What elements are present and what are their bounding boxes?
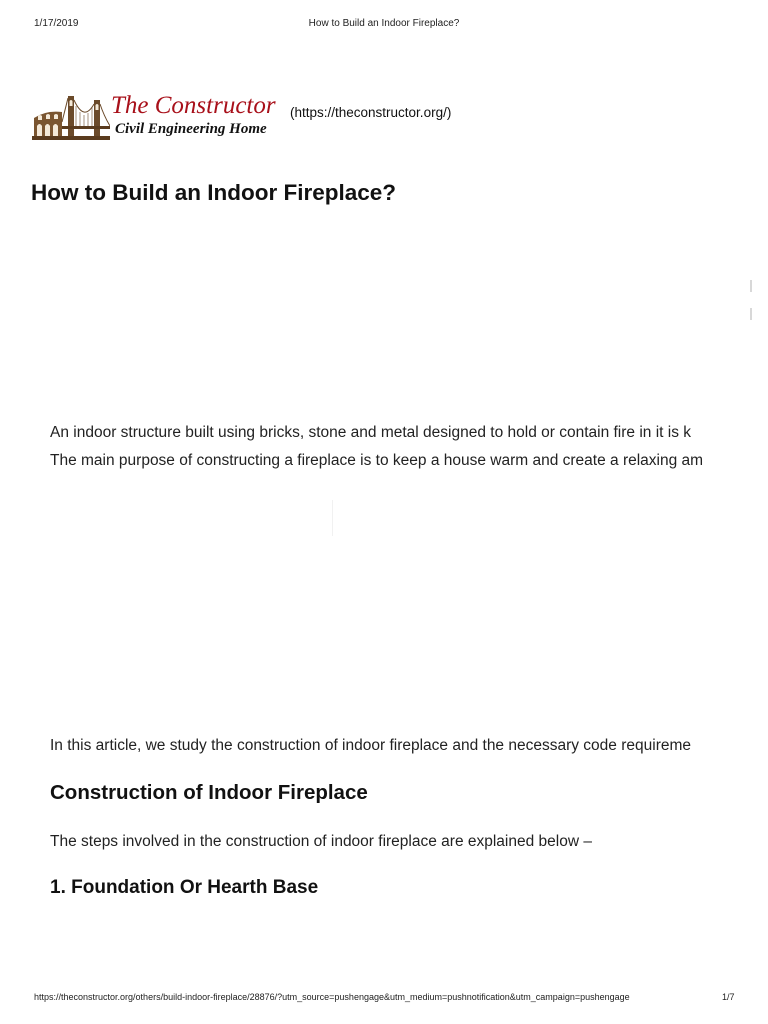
section-intro-paragraph: The steps involved in the construction of indoor fireplace are explained below –: [50, 833, 592, 850]
site-url-link[interactable]: (https://theconstructor.org/): [290, 105, 452, 120]
print-date: 1/17/2019: [34, 18, 79, 29]
edge-mark: [750, 280, 752, 292]
right-edge-marks: [750, 280, 752, 320]
intro-line-1: An indoor structure built using bricks, stone and metal designed to hold or contain fire in it is k: [50, 424, 692, 441]
logo-subtitle: Civil Engineering Home: [115, 121, 267, 137]
subsection-heading: 1. Foundation Or Hearth Base: [50, 877, 319, 898]
site-logo[interactable]: [32, 92, 472, 142]
print-document-title: How to Build an Indoor Fireplace?: [308, 18, 460, 29]
divider: [332, 500, 333, 536]
article-title: How to Build an Indoor Fireplace?: [31, 180, 397, 205]
scope-paragraph: In this article, we study the construction of indoor fireplace and the necessary code requireme: [50, 737, 692, 754]
page-number: 1/7: [722, 992, 735, 1002]
print-header: [0, 18, 768, 32]
print-footer: [0, 992, 768, 1006]
print-footer-url: https://theconstructor.org/others/build-indoor-fireplace/28876/?utm_source=pushengage&utm_medium=pushnotification&utm_campaign=pushengage: [34, 992, 630, 1002]
intro-paragraph: [50, 419, 752, 475]
intro-line-2: The main purpose of constructing a fireplace is to keep a house warm and create a relaxing am: [50, 452, 704, 469]
colosseum-bridge-logo-icon: [32, 92, 110, 140]
section-heading: Construction of Indoor Fireplace: [50, 781, 368, 804]
logo-title: The Constructor: [111, 92, 276, 119]
edge-mark: [750, 308, 752, 320]
